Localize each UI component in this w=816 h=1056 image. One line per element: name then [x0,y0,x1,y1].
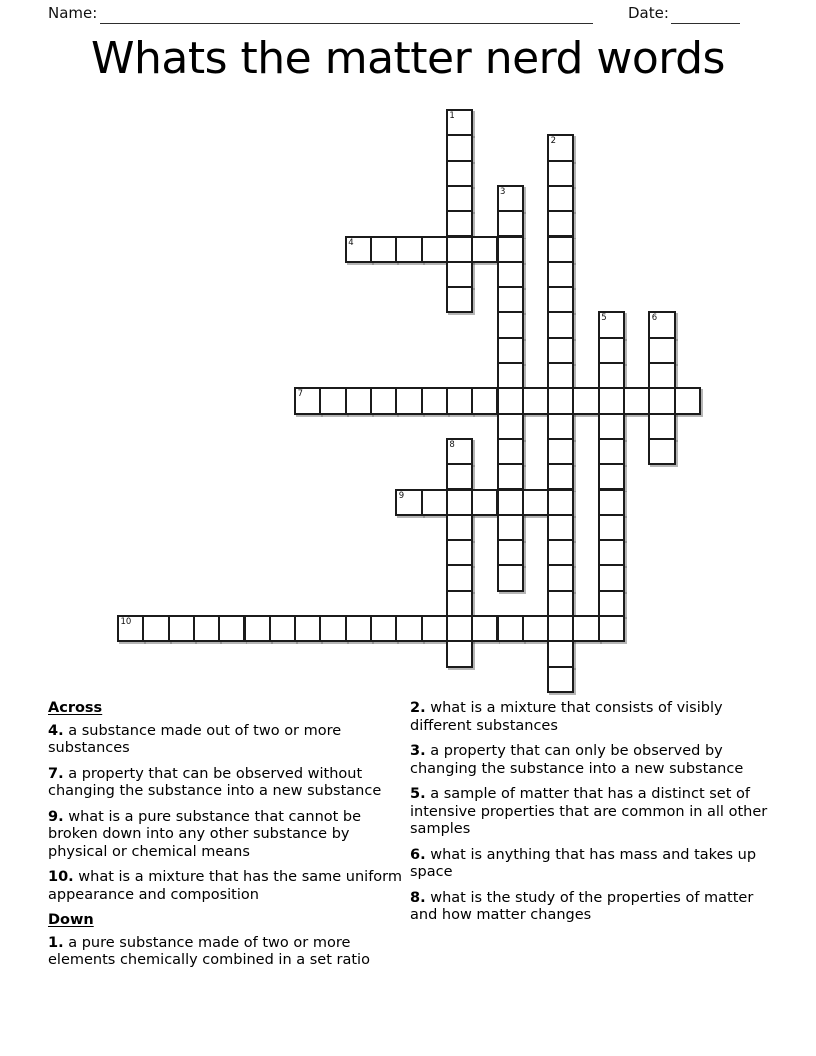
crossword-cell[interactable] [193,615,220,642]
crossword-cell[interactable] [395,387,422,414]
crossword-cell[interactable] [547,337,574,364]
crossword-cell[interactable] [598,362,625,389]
clue-number: 7. [48,765,64,782]
clue-text: a sample of matter that has a distinct set of intensive properties that are common in all other samples [410,786,768,837]
crossword-cell[interactable] [446,134,473,161]
clue-text: what is the study of the properties of matter and how matter changes [410,889,754,923]
clue-item [48,869,402,904]
crossword-cell[interactable] [395,236,422,263]
crossword-cell[interactable] [547,413,574,440]
crossword-cell[interactable] [446,387,473,414]
clue-number: 1. [48,934,64,951]
crossword-cell[interactable] [446,539,473,566]
crossword-cell[interactable] [446,514,473,541]
crossword-cell[interactable] [497,236,524,263]
crossword-cell[interactable] [547,590,574,617]
clue-item [410,890,776,925]
crossword-cell[interactable] [446,210,473,237]
crossword-cell[interactable] [547,438,574,465]
crossword-cell[interactable] [497,564,524,591]
crossword-cell[interactable] [648,362,675,389]
clue-item [48,935,402,970]
cell-number: 10 [120,617,132,627]
clue-number: 4. [48,722,64,739]
crossword-cell[interactable] [497,514,524,541]
crossword-cell[interactable] [421,615,448,642]
crossword-cell[interactable] [598,438,625,465]
crossword-cell[interactable] [421,387,448,414]
worksheet-title: Whats the matter nerd words [91,33,725,84]
clue-text: a pure substance made of two or more elements chemically combined in a set ratio [48,934,370,968]
crossword-cell[interactable] [547,210,574,237]
crossword-cell[interactable] [547,514,574,541]
clue-item [48,809,402,862]
crossword-cell[interactable] [446,564,473,591]
clues-left-column [48,700,402,978]
clue-text: what is anything that has mass and takes up space [410,846,757,880]
clues-down-heading: Down [48,912,94,928]
crossword-cell[interactable] [547,463,574,490]
crossword-cell[interactable] [471,615,498,642]
crossword-cell[interactable] [370,387,397,414]
crossword-cell[interactable] [522,387,549,414]
crossword-cell[interactable] [446,160,473,187]
crossword-cell[interactable] [345,236,372,263]
crossword-cell[interactable] [345,387,372,414]
clue-item [48,723,402,758]
clue-number: 8. [410,889,426,906]
crossword-cell[interactable] [648,438,675,465]
clue-item [410,743,776,778]
clues-right-column [410,700,776,933]
cell-number: 8 [449,439,455,450]
crossword-cell[interactable] [471,387,498,414]
crossword-cell[interactable] [547,362,574,389]
cell-number: 7 [297,389,304,400]
crossword-cell[interactable] [446,261,473,288]
cell-number: 9 [398,490,405,501]
crossword-cell[interactable] [497,463,524,490]
date-label: Date: [628,4,669,22]
crossword-cell[interactable] [497,311,524,338]
crossword-cell[interactable] [572,387,599,414]
crossword-cell[interactable] [446,489,473,516]
clue-number: 10. [48,869,74,885]
clue-text: what is a mixture that has the same uniform appearance and composition [48,869,403,903]
cell-number: 4 [348,237,354,248]
crossword-cell[interactable] [598,564,625,591]
clue-text: a substance made out of two or more substances [48,722,342,756]
clue-number: 6. [410,846,426,863]
crossword-cell[interactable] [497,185,524,212]
crossword-cell[interactable] [218,615,245,642]
crossword-cell[interactable] [497,489,524,516]
crossword-cell[interactable] [598,413,625,440]
clue-text: what is a pure substance that cannot be broken down into any other substance by physical or chemical means [48,808,362,860]
crossword-cell[interactable] [497,438,524,465]
crossword-cell[interactable] [446,109,473,136]
crossword-cell[interactable] [168,615,195,642]
crossword-cell[interactable] [572,615,599,642]
crossword-cell[interactable] [648,337,675,364]
crossword-cell[interactable] [446,236,473,263]
crossword-cell[interactable] [598,311,625,338]
crossword-cell[interactable] [446,463,473,490]
crossword-cell[interactable] [598,539,625,566]
crossword-cell[interactable] [623,387,650,414]
crossword-cell[interactable] [142,615,169,642]
crossword-cell[interactable] [598,590,625,617]
crossword-cell[interactable] [446,615,473,642]
crossword-cell[interactable] [547,286,574,313]
crossword-cell[interactable] [294,387,321,414]
crossword-cell[interactable] [648,413,675,440]
crossword-cell[interactable] [370,615,397,642]
crossword-cell[interactable] [497,362,524,389]
crossword-cell[interactable] [598,514,625,541]
crossword-cell[interactable] [497,387,524,414]
clue-number: 3. [410,743,426,759]
crossword-cell[interactable] [547,539,574,566]
crossword-cell[interactable] [117,615,144,642]
crossword-cell[interactable] [547,185,574,212]
crossword-cell[interactable] [446,185,473,212]
crossword-cell[interactable] [446,590,473,617]
crossword-cell[interactable] [421,236,448,263]
clue-text: a property that can only be observed by changing the substance into a new substance [410,743,744,777]
clue-item [410,847,776,882]
crossword-cell[interactable] [370,236,397,263]
crossword-cell[interactable] [547,311,574,338]
crossword-cell[interactable] [547,134,574,161]
crossword-cell[interactable] [674,387,701,414]
clue-number: 5. [410,786,426,802]
crossword-cell[interactable] [497,615,524,642]
crossword-cell[interactable] [244,615,271,642]
crossword-cell[interactable] [497,286,524,313]
crossword-cell[interactable] [648,311,675,338]
crossword-cell[interactable] [598,463,625,490]
crossword-cell[interactable] [345,615,372,642]
crossword-cell[interactable] [547,160,574,187]
crossword-cell[interactable] [547,387,574,414]
crossword-cell[interactable] [471,489,498,516]
clue-number: 2. [410,700,426,716]
clue-item [410,700,776,735]
cell-number: 3 [500,186,506,197]
crossword-cell[interactable] [497,337,524,364]
crossword-cell[interactable] [547,666,574,693]
clue-item [48,766,402,801]
clue-item [410,786,776,839]
crossword-cell[interactable] [598,337,625,364]
crossword-cell[interactable] [395,615,422,642]
crossword-cell[interactable] [497,539,524,566]
cell-number: 2 [550,136,557,147]
crossword-cell[interactable] [547,615,574,642]
crossword-cell[interactable] [319,615,346,642]
crossword-cell[interactable] [522,615,549,642]
crossword-cell[interactable] [598,387,625,414]
cell-number: 1 [449,111,455,121]
crossword-cell[interactable] [294,615,321,642]
clue-number: 9. [48,808,64,825]
cell-number: 6 [651,313,658,324]
crossword-cell[interactable] [547,564,574,591]
crossword-cell[interactable] [421,489,448,516]
crossword-cell[interactable] [522,489,549,516]
crossword-cell[interactable] [547,640,574,667]
crossword-cell[interactable] [446,438,473,465]
crossword-cell[interactable] [471,236,498,263]
crossword-cell[interactable] [648,387,675,414]
crossword-cell[interactable] [269,615,296,642]
crossword-cell[interactable] [497,210,524,237]
crossword-cell[interactable] [446,286,473,313]
crossword-cell[interactable] [598,615,625,642]
cell-number: 5 [601,313,607,324]
crossword-cell[interactable] [446,640,473,667]
crossword-cell[interactable] [598,489,625,516]
crossword-cell[interactable] [395,489,422,516]
crossword-cell[interactable] [497,413,524,440]
clue-text: a property that can be observed without changing the substance into a new substance [48,765,382,799]
crossword-cell[interactable] [547,261,574,288]
crossword-cell[interactable] [497,261,524,288]
clues-across-heading: Across [48,700,103,716]
name-label: Name: [48,4,98,22]
crossword-cell[interactable] [547,489,574,516]
crossword-cell[interactable] [319,387,346,414]
crossword-cell[interactable] [547,236,574,263]
clue-text: what is a mixture that consists of visibly different substances [410,700,723,734]
